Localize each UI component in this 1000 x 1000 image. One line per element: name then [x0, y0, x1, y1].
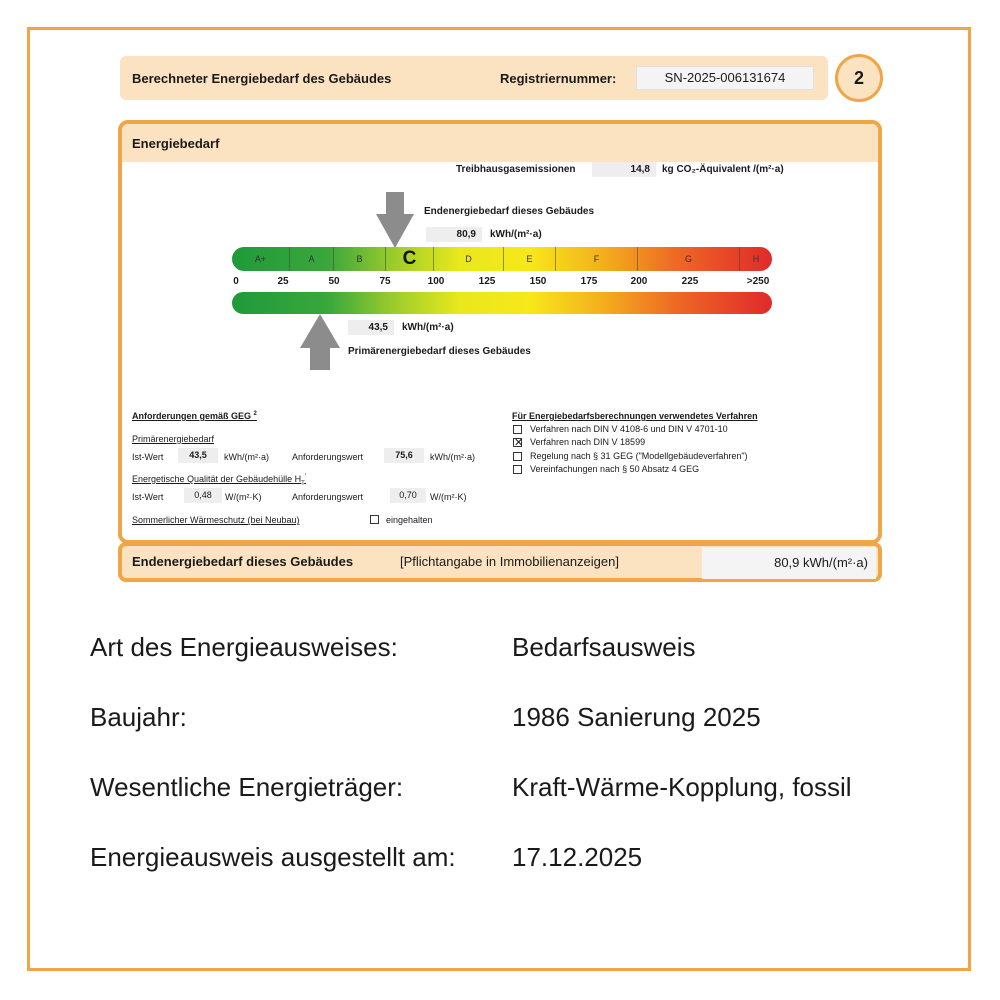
method-label: Verfahren nach DIN V 18599: [530, 437, 646, 447]
hull-anf-label: Anforderungswert: [292, 492, 364, 502]
summer-checkbox[interactable]: [370, 515, 379, 524]
scale-tick: 175: [580, 276, 598, 287]
panel-title: Energiebedarf: [132, 136, 220, 151]
panel-header: [122, 124, 878, 162]
efficiency-scale-bar: [232, 247, 772, 271]
scale-tick: 100: [427, 276, 445, 287]
page-number-badge: 2: [835, 54, 883, 102]
primary-energy-value: 43,5: [348, 320, 394, 335]
class-h: H: [752, 254, 760, 264]
requirements-title: Anforderungen gemäß GEG $^2$: [132, 411, 257, 421]
method-checkbox-31geg[interactable]: [513, 452, 522, 461]
class-b: B: [334, 247, 386, 271]
class-a: A: [290, 247, 334, 271]
registration-label: Registriernummer:: [500, 71, 617, 86]
ghg-label: Treibhausgasemissionen: [456, 164, 576, 175]
info-label-type: Art des Energieausweises:: [90, 632, 398, 662]
scale-tick: 75: [379, 276, 391, 287]
hull-anf-unit: W/(m²·K): [430, 492, 467, 502]
ghg-value: 14,8: [592, 162, 656, 177]
class-g: G: [638, 247, 740, 271]
registration-number: SN-2025-006131674: [636, 66, 814, 90]
class-e: E: [504, 247, 556, 271]
method-checkbox-50geg[interactable]: [513, 465, 522, 474]
summer-check-label: eingehalten: [386, 515, 433, 525]
primary-energy-label: Primärenergiebedarf dieses Gebäudes: [348, 346, 531, 357]
ist-label: Ist-Wert: [132, 452, 164, 462]
info-label-issued: Energieausweis ausgestellt am:: [90, 842, 456, 872]
method-label: Regelung nach § 31 GEG ("Modellgebäudeverfahren"): [530, 451, 748, 461]
summer-label: Sommerlicher Wärmeschutz (bei Neubau): [132, 515, 300, 525]
hull-anf-value: 0,70: [390, 488, 426, 503]
scale-tick: 225: [681, 276, 699, 287]
summary-value: 80,9 kWh/(m²·a): [702, 547, 876, 579]
scale-tick: 50: [328, 276, 340, 287]
class-d: D: [434, 247, 504, 271]
info-value-issued: 17.12.2025: [512, 842, 643, 872]
method-checkbox-din4108[interactable]: [513, 425, 522, 434]
scale-tick: 200: [630, 276, 648, 287]
end-energy-value: 80,9: [426, 227, 482, 242]
method-checkbox-din18599-checked[interactable]: ✕: [514, 437, 524, 449]
ghg-unit: kg CO₂-Äquivalent /(m²·a): [662, 164, 784, 175]
anf-value: 75,6: [384, 448, 424, 463]
ist-value: 43,5: [178, 448, 218, 463]
hull-ist-label: Ist-Wert: [132, 492, 164, 502]
primary-energy-unit: kWh/(m²·a): [402, 322, 454, 333]
class-a-plus: A+: [232, 247, 290, 271]
class-f: F: [556, 247, 638, 271]
end-energy-unit: kWh/(m²·a): [490, 229, 542, 240]
info-value-year: 1986 Sanierung 2025: [512, 702, 761, 732]
anf-unit: kWh/(m²·a): [430, 452, 475, 462]
scale-tick: 125: [478, 276, 496, 287]
header-title: Berechneter Energiebedarf des Gebäudes: [132, 71, 392, 86]
method-label: Verfahren nach DIN V 4108-6 und DIN V 4701-10: [530, 424, 728, 434]
primary-scale-bar: [232, 292, 772, 314]
scale-tick: >250: [746, 276, 770, 287]
scale-tick: 150: [529, 276, 547, 287]
primary-energy-arrow-icon: [300, 314, 340, 370]
hull-ist-value: 0,48: [184, 488, 222, 503]
hull-ist-unit: W/(m²·K): [225, 492, 262, 502]
end-energy-arrow-icon: [376, 192, 414, 248]
info-label-year: Baujahr:: [90, 702, 187, 732]
primary-heading: Primärenergiebedarf: [132, 434, 215, 444]
end-energy-label: Endenergiebedarf dieses Gebäudes: [424, 206, 595, 217]
method-label: Vereinfachungen nach § 50 Absatz 4 GEG: [530, 464, 700, 474]
summary-title: Endenergiebedarf dieses Gebäudes: [132, 554, 354, 569]
class-c-active: C: [386, 247, 434, 271]
anf-label: Anforderungswert: [292, 452, 364, 462]
ist-unit: kWh/(m²·a): [224, 452, 269, 462]
scale-tick: 0: [233, 276, 239, 287]
info-value-energy-source: Kraft-Wärme-Kopplung, fossil: [512, 772, 852, 802]
summary-note: [Pflichtangabe in Immobilienanzeigen]: [400, 554, 619, 569]
hull-heading: Energetische Qualität der Gebäudehülle $H_T'$: [132, 474, 306, 487]
info-value-type: Bedarfsausweis: [512, 632, 696, 662]
scale-tick: 25: [277, 276, 289, 287]
info-label-energy-source: Wesentliche Energieträger:: [90, 772, 404, 802]
methods-title: Für Energiebedarfsberechnungen verwendetes Verfahren: [512, 411, 758, 421]
